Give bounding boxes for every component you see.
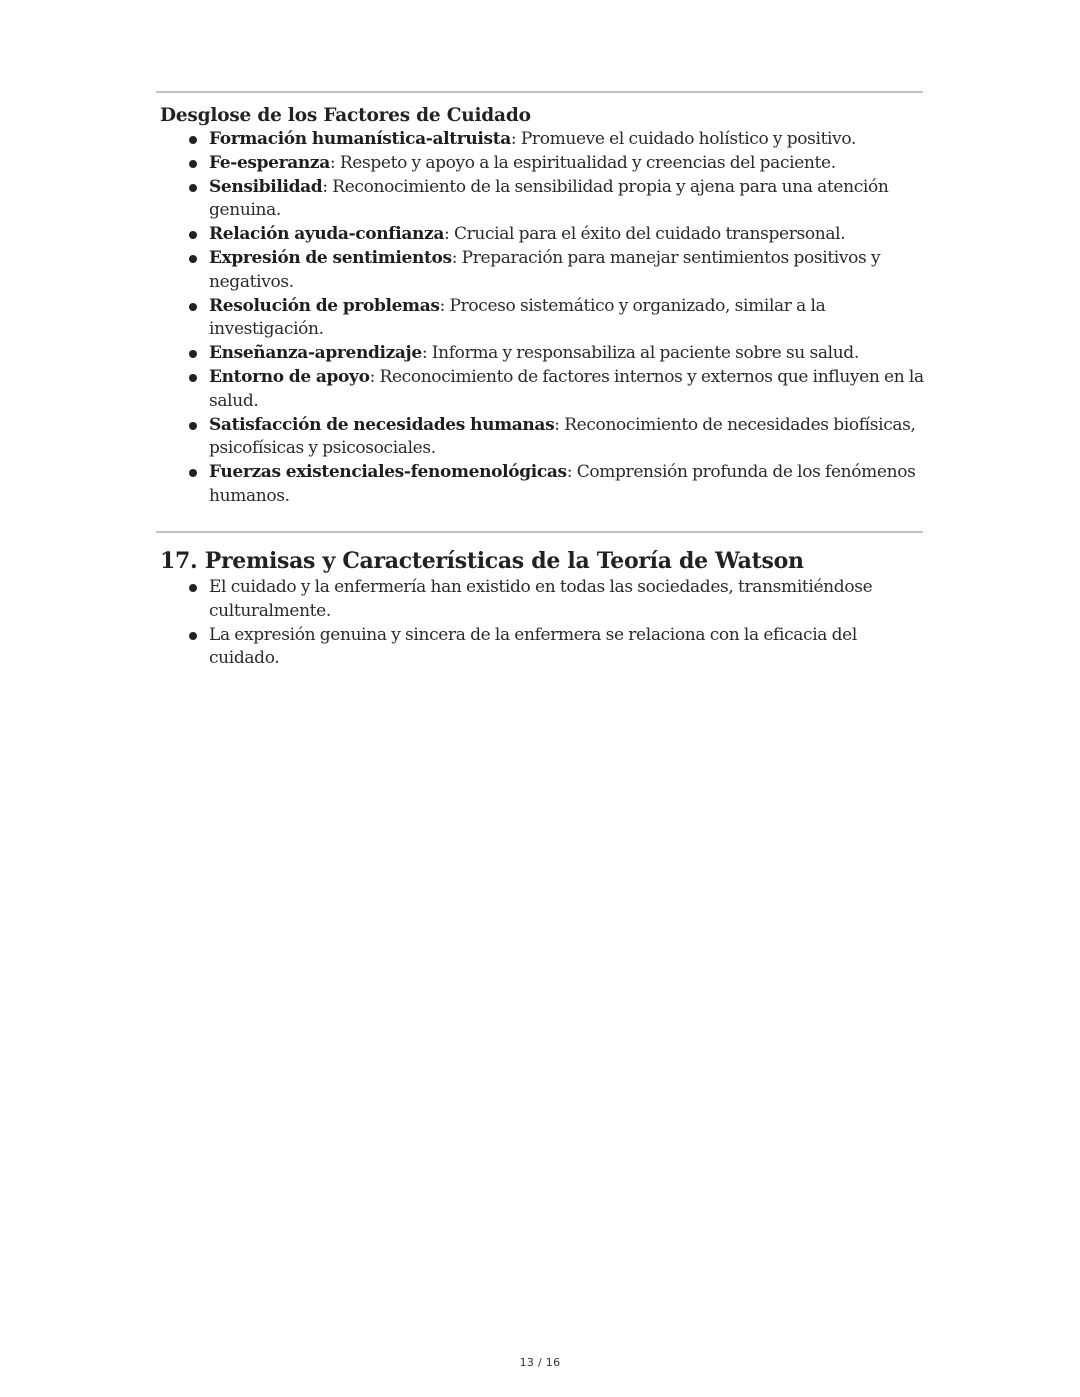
bullet-icon — [189, 160, 197, 168]
bullet-icon — [189, 469, 197, 477]
care-factors-heading: Desglose de los Factores de Cuidado — [160, 105, 531, 126]
list-item — [209, 461, 930, 509]
bullet-icon — [189, 350, 197, 358]
bullet-icon — [189, 255, 197, 263]
item-text: La expresión genuina y sincera de la enfermera se relaciona con la eficacia del cuidado. — [209, 624, 857, 669]
item-text: : Reconocimiento de la sensibilidad propia y ajena para una atención genuina. — [209, 176, 889, 221]
item-term: Expresión de sentimientos — [209, 247, 452, 268]
list-item — [209, 342, 930, 366]
item-term: Sensibilidad — [209, 176, 323, 197]
item-text: : Reconocimiento de factores internos y externos que influyen en la salud. — [209, 366, 924, 411]
care-factors-list — [160, 128, 930, 509]
item-term: Fe-esperanza — [209, 152, 330, 173]
item-text: : Crucial para el éxito del cuidado transpersonal. — [444, 224, 846, 245]
item-term: Fuerzas existenciales-fenomenológicas — [209, 462, 567, 483]
list-item — [209, 414, 930, 462]
watson-premises-heading: 17. Premisas y Características de la Teoría de Watson — [160, 548, 804, 574]
list-item — [209, 247, 930, 295]
list-item — [209, 624, 930, 672]
bullet-icon — [189, 303, 197, 311]
item-term: Relación ayuda-confianza — [209, 224, 445, 245]
list-item — [209, 128, 930, 152]
watson-premises-list — [160, 576, 930, 671]
bullet-icon — [189, 584, 197, 592]
top-divider — [156, 91, 923, 93]
section-divider — [156, 531, 923, 533]
item-text: : Preparación para manejar sentimientos positivos y negativos. — [209, 247, 881, 292]
watson-premises-section — [160, 546, 930, 671]
care-factors-section — [160, 104, 930, 509]
list-item — [209, 223, 930, 247]
bullet-icon — [189, 231, 197, 239]
item-text: : Reconocimiento de necesidades biofísicas, psicofísicas y psicosociales. — [209, 414, 916, 459]
item-term: Satisfacción de necesidades humanas — [209, 414, 555, 435]
item-text: : Comprensión profunda de los fenómenos humanos. — [209, 462, 916, 506]
item-text: : Promueve el cuidado holístico y positivo. — [510, 129, 857, 149]
bullet-icon — [189, 422, 197, 430]
list-item — [209, 176, 930, 224]
page-number: 13 / 16 — [519, 1356, 561, 1369]
list-item — [209, 576, 930, 624]
list-item — [209, 366, 930, 414]
item-term: Formación humanística-altruista — [209, 129, 511, 149]
item-term: Resolución de problemas — [209, 295, 440, 316]
item-text: El cuidado y la enfermería han existido en todas las sociedades, transmitiéndose culturalmente. — [209, 577, 873, 621]
bullet-icon — [189, 374, 197, 382]
item-term: Entorno de apoyo — [209, 366, 370, 387]
bullet-icon — [189, 184, 197, 192]
item-text: : Proceso sistemático y organizado, similar a la investigación. — [209, 295, 826, 340]
list-item — [209, 152, 930, 176]
bullet-icon — [189, 136, 197, 144]
item-term: Enseñanza-aprendizaje — [209, 343, 422, 364]
list-item — [209, 295, 930, 343]
item-text: : Informa y responsabiliza al paciente sobre su salud. — [421, 343, 859, 364]
bullet-icon — [189, 632, 197, 640]
item-text: : Respeto y apoyo a la espiritualidad y creencias del paciente. — [329, 152, 836, 173]
